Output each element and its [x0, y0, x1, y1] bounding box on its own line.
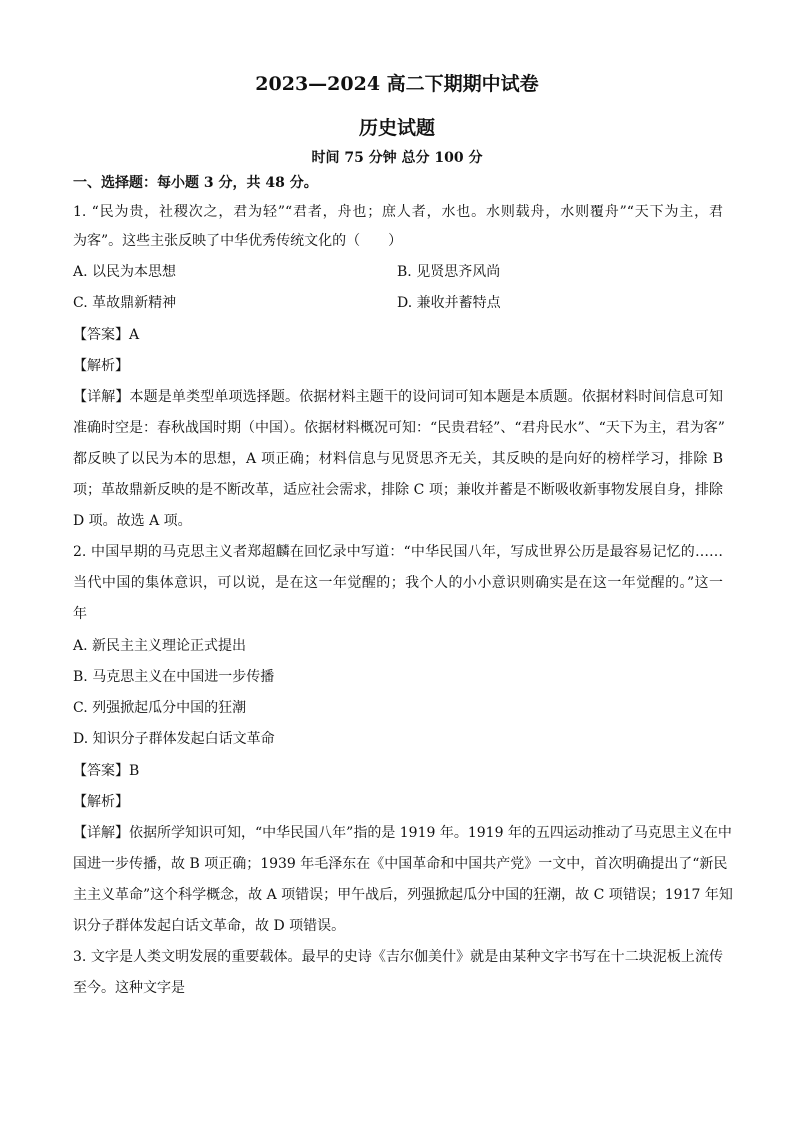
q2-detail-line: 国进一步传播，故 B 项正确；1939 年毛泽东在《中国革命和中国共产党》一文中，首次明确提出了“新民 [73, 856, 728, 872]
q1-option-c: C. 革故鼎新精神 [73, 295, 177, 311]
q2-detail-line: 主主义革命”这个科学概念，故 A 项错误；甲午战后，列强掀起瓜分中国的狂潮，故 C 项错误；1917 年知 [73, 887, 733, 903]
q3-stem-line: 3. 文字是人类文明发展的重要载体。最早的史诗《吉尔伽美什》就是由某种文字书写在十二块泥板上流传 [73, 949, 723, 965]
q2-stem-line: 当代中国的集体意识，可以说，是在这一年觉醒的；我个人的小小意识则确实是在这一年觉醒的。”这一 [73, 575, 723, 591]
q2-detail-line: 【详解】依据所学知识可知，“中华民国八年”指的是 1919 年。1919 年的五四运动推动了马克思主义在中 [73, 825, 732, 841]
q2-option-c: C. 列强掀起瓜分中国的狂潮 [73, 700, 247, 716]
q1-detail-line: 准确时空是：春秋战国时期（中国）。依据材料概况可知：“民贵君轻”、“君舟民水”、“天下为主，君为客” [73, 420, 725, 436]
q2-stem-line: 2. 中国早期的马克思主义者郑超麟在回忆录中写道：“中华民国八年，写成世界公历是最容易记忆的…… [73, 544, 723, 560]
q1-option-a: A. 以民为本思想 [73, 264, 177, 280]
q1-stem-line: 为客”。这些主张反映了中华优秀传统文化的（ ） [73, 233, 403, 249]
q2-option-b: B. 马克思主义在中国进一步传播 [73, 669, 275, 685]
q1-option-b: B. 见贤思齐风尚 [397, 264, 501, 280]
q1-detail-line: 项；革故鼎新反映的是不断改革，适应社会需求，排除 C 项；兼收并蓄是不断吸收新事物发展自身，排除 [73, 482, 723, 498]
subject-title: 历史试题 [358, 117, 435, 139]
q2-analysis-label: 【解析】 [73, 794, 129, 810]
exam-title: 2023—2024 高二下期期中试卷 [255, 73, 539, 95]
section-heading: 一、选择题：每小题 3 分，共 48 分。 [73, 175, 318, 191]
q1-stem-line: 1. “民为贵，社稷次之，君为轻”“君者，舟也；庶人者，水也。水则载舟，水则覆舟”“天下为主，君 [73, 204, 723, 220]
q2-detail-line: 识分子群体发起白话文革命，故 D 项错误。 [73, 918, 346, 934]
q1-detail-line: D 项。故选 A 项。 [73, 513, 192, 529]
q1-detail-line: 都反映了以民为本的思想，A 项正确；材料信息与见贤思齐无关，其反映的是向好的榜样学习，排除 B [73, 451, 723, 467]
q1-option-d: D. 兼收并蓄特点 [397, 295, 501, 311]
q1-detail-line: 【详解】本题是单类型单项选择题。依据材料主题干的设问词可知本题是本质题。依据材料时间信息可知 [73, 389, 723, 405]
q1-analysis-label: 【解析】 [73, 358, 129, 374]
q2-answer: 【答案】B [73, 763, 140, 779]
q2-stem-line: 年 [73, 606, 87, 622]
q3-stem-line: 至今。这种文字是 [73, 980, 185, 996]
time-score-info: 时间 75 分钟 总分 100 分 [311, 150, 483, 166]
q1-answer: 【答案】A [73, 327, 140, 343]
q2-option-d: D. 知识分子群体发起白话文革命 [73, 731, 275, 747]
q2-option-a: A. 新民主主义理论正式提出 [73, 638, 247, 654]
